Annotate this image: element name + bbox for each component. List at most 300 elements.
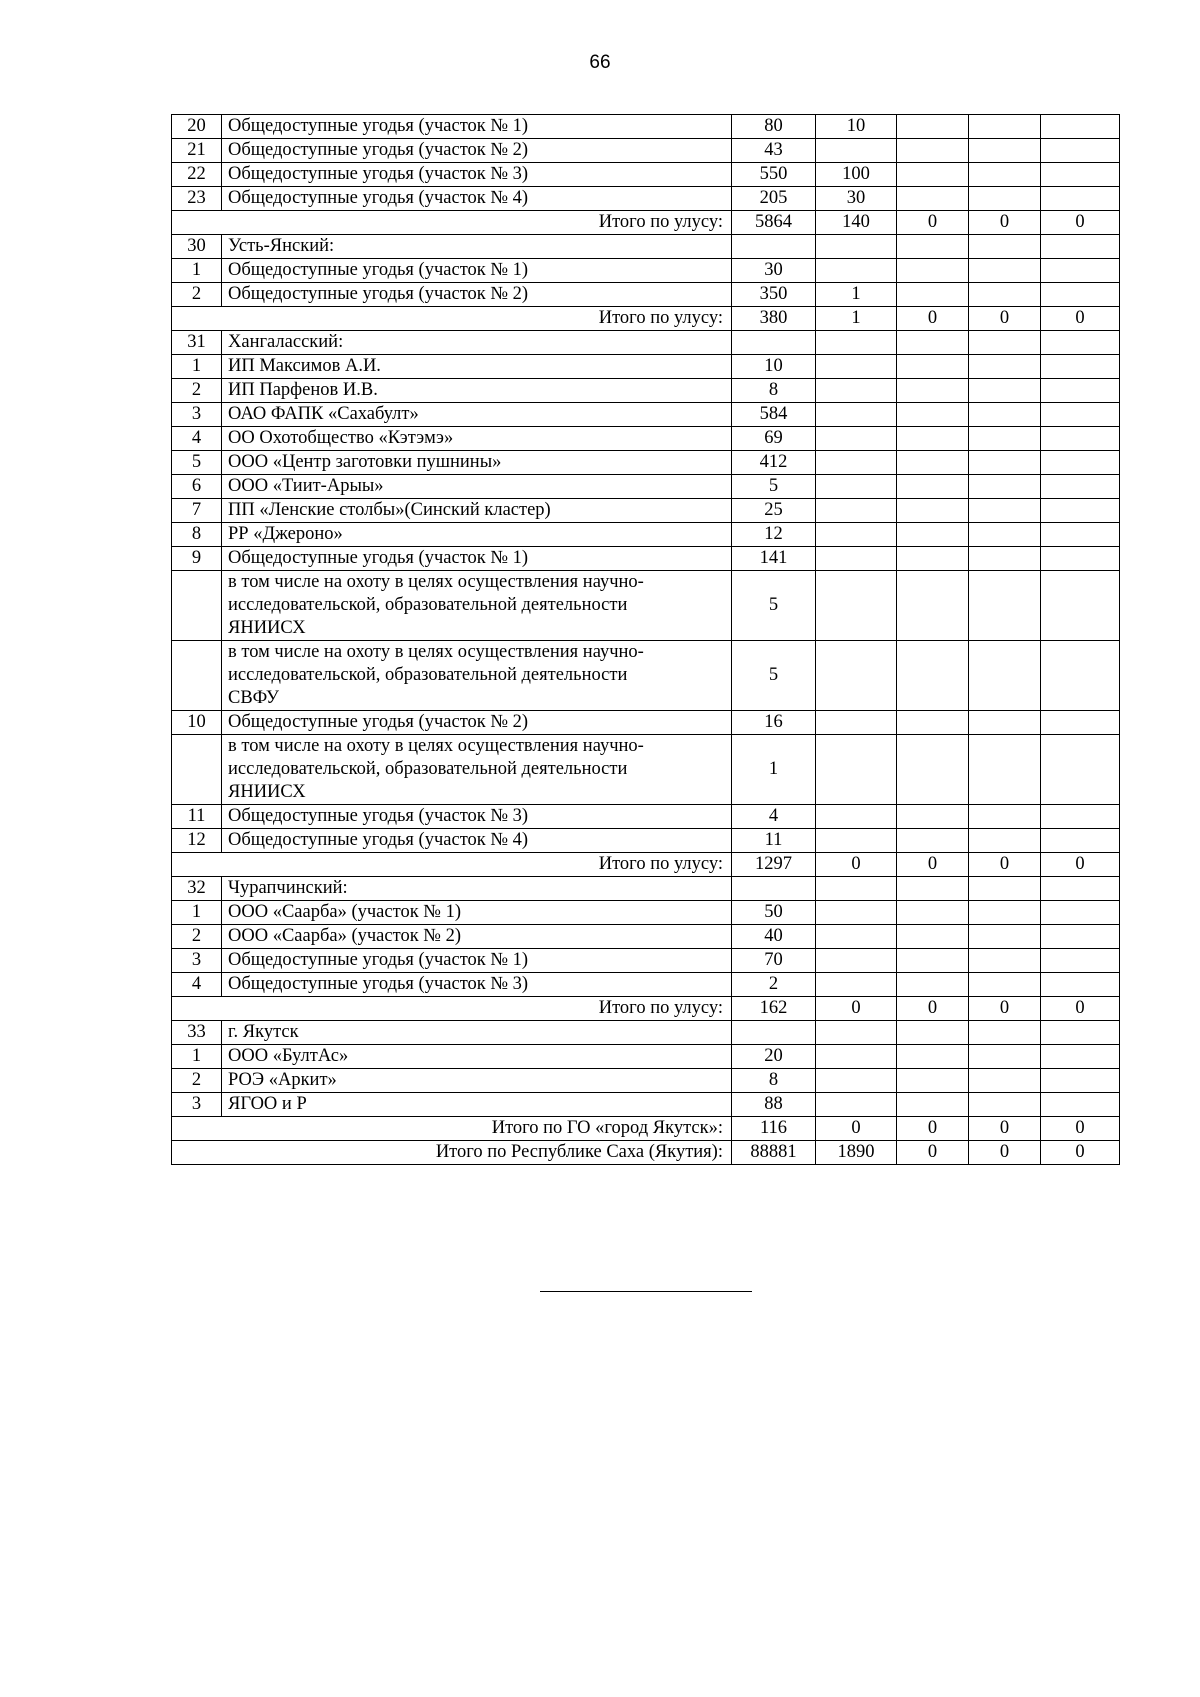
row-number: 11 [172,805,222,829]
row-number: 4 [172,973,222,997]
row-number: 20 [172,115,222,139]
value-cell [969,379,1041,403]
value-cell [897,259,969,283]
value-cell [1041,711,1120,735]
row-number: 31 [172,331,222,355]
table-row [172,355,1120,379]
value-cell [1041,877,1120,901]
value-cell [816,901,897,925]
value-cell [969,403,1041,427]
value-cell [897,1045,969,1069]
value-cell [969,283,1041,307]
value-cell [897,475,969,499]
value-cell [1041,735,1120,805]
row-name: Общедоступные угодья (участок № 2) [222,711,732,735]
value-cell: 0 [816,1117,897,1141]
row-name-line: исследовательской, образовательной деятельности [228,665,628,685]
row-name-line: в том числе на охоту в целях осуществления научно- [228,572,644,592]
value-cell [1041,115,1120,139]
value-cell [969,187,1041,211]
value-cell [897,187,969,211]
value-cell: 8 [732,379,816,403]
row-number: 6 [172,475,222,499]
value-cell [969,259,1041,283]
row-number: 30 [172,235,222,259]
table-row [172,451,1120,475]
value-cell: 1297 [732,853,816,877]
value-cell [816,1045,897,1069]
value-cell [732,1021,816,1045]
value-cell [1041,571,1120,641]
table-row [172,829,1120,853]
page-number: 66 [589,52,611,73]
value-cell [1041,1069,1120,1093]
value-cell [1041,451,1120,475]
value-cell [897,1069,969,1093]
row-name: ООО «БултАс» [222,1045,732,1069]
value-cell [897,451,969,475]
value-cell: 43 [732,139,816,163]
value-cell: 412 [732,451,816,475]
row-number: 9 [172,547,222,571]
table-row [172,283,1120,307]
row-name: ИП Парфенов И.В. [222,379,732,403]
row-name-line: СВФУ [228,688,279,708]
value-cell [969,1069,1041,1093]
value-cell [816,451,897,475]
value-cell: 0 [1041,1141,1120,1165]
value-cell [897,523,969,547]
value-cell: 550 [732,163,816,187]
row-number: 8 [172,523,222,547]
value-cell: 5 [732,475,816,499]
value-cell [897,355,969,379]
value-cell [897,925,969,949]
value-cell: 30 [732,259,816,283]
value-cell: 88881 [732,1141,816,1165]
value-cell [969,641,1041,711]
row-name: Общедоступные угодья (участок № 3) [222,805,732,829]
value-cell: 0 [1041,997,1120,1021]
value-cell [897,877,969,901]
table-row [172,973,1120,997]
value-cell [969,235,1041,259]
value-cell [1041,1045,1120,1069]
value-cell: 0 [969,1117,1041,1141]
row-name: ООО «Саарба» (участок № 1) [222,901,732,925]
table-row [172,523,1120,547]
total-row [172,307,1120,331]
value-cell: 40 [732,925,816,949]
total-row [172,1141,1120,1165]
value-cell [1041,163,1120,187]
total-label: Итого по улусу: [172,997,732,1021]
value-cell [1041,499,1120,523]
table-row [172,877,1120,901]
row-number: 7 [172,499,222,523]
total-label: Итого по ГО «город Якутск»: [172,1117,732,1141]
value-cell [969,427,1041,451]
value-cell [969,523,1041,547]
value-cell [816,523,897,547]
total-row [172,1117,1120,1141]
value-cell [897,1021,969,1045]
value-cell [969,547,1041,571]
value-cell: 0 [969,997,1041,1021]
value-cell [1041,949,1120,973]
value-cell [816,805,897,829]
row-name: г. Якутск [222,1021,732,1045]
row-number: 1 [172,259,222,283]
row-number [172,735,222,805]
value-cell [1041,283,1120,307]
value-cell: 10 [732,355,816,379]
row-name: Общедоступные угодья (участок № 3) [222,163,732,187]
value-cell [969,1021,1041,1045]
value-cell: 0 [1041,211,1120,235]
value-cell [897,115,969,139]
row-number [172,641,222,711]
value-cell [969,949,1041,973]
value-cell [897,235,969,259]
row-name: РОЭ «Аркит» [222,1069,732,1093]
row-name: ЯГОО и Р [222,1093,732,1117]
value-cell [897,163,969,187]
value-cell [816,403,897,427]
value-cell [1041,829,1120,853]
value-cell: 0 [897,997,969,1021]
value-cell [816,1069,897,1093]
value-cell [816,331,897,355]
value-cell [816,735,897,805]
value-cell [816,1093,897,1117]
total-row [172,211,1120,235]
value-cell [969,805,1041,829]
row-number: 10 [172,711,222,735]
value-cell [1041,139,1120,163]
value-cell [1041,187,1120,211]
table-row [172,259,1120,283]
row-number: 21 [172,139,222,163]
value-cell: 141 [732,547,816,571]
value-cell [969,973,1041,997]
value-cell: 70 [732,949,816,973]
table-row [172,735,1120,805]
value-cell [969,475,1041,499]
row-name: Усть-Янский: [222,235,732,259]
value-cell: 1890 [816,1141,897,1165]
value-cell: 11 [732,829,816,853]
value-cell [1041,973,1120,997]
row-name: ОАО ФАПК «Сахабулт» [222,403,732,427]
table-row [172,1069,1120,1093]
table-row [172,427,1120,451]
row-number [172,571,222,641]
row-name [222,571,732,641]
value-cell: 116 [732,1117,816,1141]
value-cell [897,331,969,355]
table-row [172,1093,1120,1117]
value-cell [969,115,1041,139]
row-name: Общедоступные угодья (участок № 1) [222,115,732,139]
quota-table [171,114,1120,1165]
value-cell [969,499,1041,523]
row-name: Общедоступные угодья (участок № 2) [222,139,732,163]
value-cell: 1 [732,735,816,805]
value-cell [816,877,897,901]
table-row [172,235,1120,259]
value-cell [1041,1093,1120,1117]
value-cell [897,547,969,571]
value-cell [969,451,1041,475]
value-cell: 0 [816,997,897,1021]
total-label: Итого по улусу: [172,307,732,331]
row-number: 33 [172,1021,222,1045]
value-cell [897,805,969,829]
row-name: ООО «Центр заготовки пушнины» [222,451,732,475]
value-cell: 80 [732,115,816,139]
total-label: Итого по улусу: [172,211,732,235]
value-cell [816,547,897,571]
value-cell [816,1021,897,1045]
value-cell: 2 [732,973,816,997]
value-cell: 0 [1041,853,1120,877]
table-row [172,925,1120,949]
table-row [172,547,1120,571]
row-name: Общедоступные угодья (участок № 1) [222,259,732,283]
value-cell: 0 [897,211,969,235]
value-cell [897,571,969,641]
value-cell: 12 [732,523,816,547]
table-row [172,403,1120,427]
table-row [172,901,1120,925]
table-row [172,1045,1120,1069]
value-cell [969,355,1041,379]
value-cell: 0 [897,853,969,877]
value-cell: 1 [816,283,897,307]
value-cell: 30 [816,187,897,211]
row-number: 12 [172,829,222,853]
row-number: 5 [172,451,222,475]
value-cell [969,1093,1041,1117]
row-name [222,735,732,805]
row-number: 23 [172,187,222,211]
value-cell [897,949,969,973]
value-cell [816,973,897,997]
value-cell [969,163,1041,187]
row-name-line: исследовательской, образовательной деятельности [228,759,628,779]
value-cell [897,829,969,853]
value-cell: 205 [732,187,816,211]
table-row [172,711,1120,735]
table-row [172,187,1120,211]
value-cell [897,735,969,805]
table-row [172,1021,1120,1045]
value-cell [897,711,969,735]
value-cell [1041,379,1120,403]
row-name-line: в том числе на охоту в целях осуществления научно- [228,736,644,756]
total-row [172,997,1120,1021]
row-number: 3 [172,949,222,973]
value-cell [1041,355,1120,379]
value-cell [1041,547,1120,571]
value-cell [816,475,897,499]
row-name: ПП «Ленские столбы»(Синский кластер) [222,499,732,523]
table-row [172,805,1120,829]
row-name: Общедоступные угодья (участок № 4) [222,829,732,853]
value-cell [1041,235,1120,259]
value-cell [816,427,897,451]
row-number: 1 [172,1045,222,1069]
value-cell: 25 [732,499,816,523]
table-row [172,949,1120,973]
value-cell [816,949,897,973]
value-cell: 100 [816,163,897,187]
value-cell [1041,1021,1120,1045]
value-cell [969,1045,1041,1069]
value-cell [897,139,969,163]
value-cell [816,641,897,711]
total-row [172,853,1120,877]
total-label: Итого по улусу: [172,853,732,877]
row-name: Чурапчинский: [222,877,732,901]
value-cell: 0 [969,307,1041,331]
row-name-line: ЯНИИСХ [228,782,306,802]
table-row [172,475,1120,499]
value-cell: 5864 [732,211,816,235]
row-number: 2 [172,283,222,307]
row-number: 3 [172,403,222,427]
value-cell [816,355,897,379]
value-cell [897,427,969,451]
value-cell [816,925,897,949]
value-cell [897,1093,969,1117]
row-name: Общедоступные угодья (участок № 1) [222,949,732,973]
row-name: ИП Максимов А.И. [222,355,732,379]
row-name: Общедоступные угодья (участок № 4) [222,187,732,211]
table-row [172,331,1120,355]
value-cell [816,235,897,259]
value-cell: 88 [732,1093,816,1117]
row-number: 2 [172,379,222,403]
value-cell [969,139,1041,163]
table-row [172,379,1120,403]
value-cell [897,379,969,403]
value-cell: 584 [732,403,816,427]
row-name-line: исследовательской, образовательной деятельности [228,595,628,615]
value-cell: 50 [732,901,816,925]
value-cell: 1 [816,307,897,331]
value-cell: 69 [732,427,816,451]
value-cell [897,973,969,997]
value-cell: 0 [969,211,1041,235]
row-name: Общедоступные угодья (участок № 3) [222,973,732,997]
row-name-line: в том числе на охоту в целях осуществления научно- [228,642,644,662]
table-row [172,641,1120,711]
row-name: РР «Джероно» [222,523,732,547]
row-name: Общедоступные угодья (участок № 1) [222,547,732,571]
value-cell: 0 [1041,1117,1120,1141]
value-cell: 5 [732,641,816,711]
table-row [172,499,1120,523]
value-cell [816,139,897,163]
value-cell [1041,641,1120,711]
value-cell: 0 [897,1117,969,1141]
value-cell [897,403,969,427]
table-row [172,163,1120,187]
value-cell [1041,403,1120,427]
value-cell [816,829,897,853]
value-cell [1041,523,1120,547]
row-number: 22 [172,163,222,187]
value-cell: 140 [816,211,897,235]
value-cell [969,877,1041,901]
value-cell [1041,475,1120,499]
value-cell: 8 [732,1069,816,1093]
table-row [172,139,1120,163]
value-cell [969,735,1041,805]
value-cell: 350 [732,283,816,307]
row-number: 1 [172,355,222,379]
value-cell [969,711,1041,735]
value-cell [969,331,1041,355]
value-cell [897,499,969,523]
row-number: 2 [172,1069,222,1093]
table-row [172,571,1120,641]
value-cell [1041,925,1120,949]
row-name [222,641,732,711]
row-name: ОО Охотобщество «Кэтэмэ» [222,427,732,451]
value-cell [816,379,897,403]
value-cell [1041,427,1120,451]
row-name: Хангаласский: [222,331,732,355]
value-cell [897,901,969,925]
value-cell [732,331,816,355]
value-cell: 20 [732,1045,816,1069]
value-cell [1041,259,1120,283]
value-cell: 0 [1041,307,1120,331]
value-cell: 162 [732,997,816,1021]
value-cell: 10 [816,115,897,139]
row-number: 2 [172,925,222,949]
value-cell: 0 [969,1141,1041,1165]
row-name: ООО «Саарба» (участок № 2) [222,925,732,949]
row-number: 32 [172,877,222,901]
value-cell [732,877,816,901]
value-cell [816,571,897,641]
table-row [172,115,1120,139]
value-cell [969,925,1041,949]
value-cell: 0 [816,853,897,877]
value-cell: 0 [897,1141,969,1165]
value-cell [816,711,897,735]
row-name: ООО «Тиит-Арыы» [222,475,732,499]
value-cell [1041,331,1120,355]
value-cell [816,499,897,523]
value-cell [969,571,1041,641]
value-cell: 0 [969,853,1041,877]
row-name-line: ЯНИИСХ [228,618,306,638]
value-cell: 5 [732,571,816,641]
row-number: 4 [172,427,222,451]
value-cell: 0 [897,307,969,331]
value-cell [1041,805,1120,829]
row-name: Общедоступные угодья (участок № 2) [222,283,732,307]
value-cell [732,235,816,259]
value-cell: 380 [732,307,816,331]
value-cell [1041,901,1120,925]
value-cell [897,641,969,711]
